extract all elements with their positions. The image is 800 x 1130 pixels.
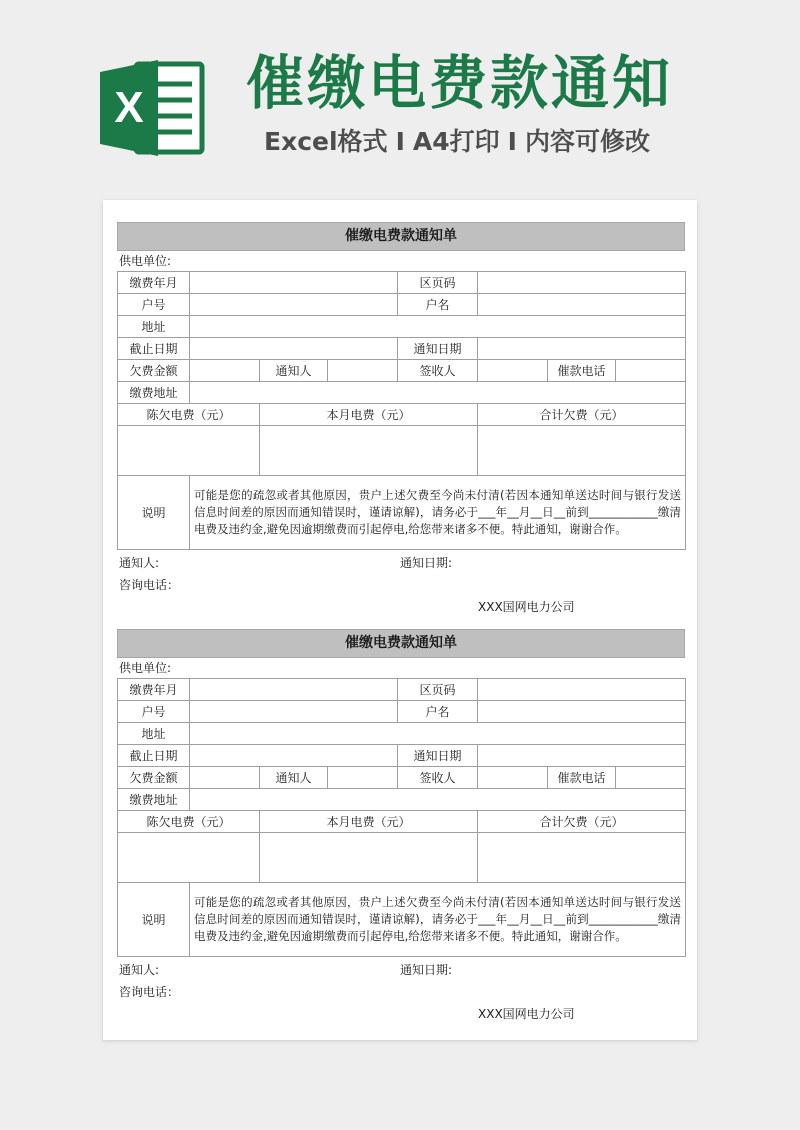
page-code-field[interactable]: [478, 272, 686, 294]
label-pay-address: 缴费地址: [118, 382, 190, 404]
subtitle-separator: I: [507, 127, 517, 156]
page-title: 催缴电费款通知: [246, 49, 674, 117]
label-account-no: 户号: [118, 294, 190, 316]
notice-table: [117, 678, 686, 957]
table-row: [118, 360, 686, 382]
label-month-fee: 本月电费（元）: [260, 404, 478, 426]
subtitle-editable: 内容可修改: [524, 127, 650, 156]
label-page-code: 区页码: [398, 679, 478, 701]
notice-date-field[interactable]: [478, 338, 686, 360]
subtitle-separator: I: [395, 127, 405, 156]
footer-notice-date: 通知日期:: [400, 556, 453, 570]
table-row: [118, 883, 686, 957]
subtitle-print: A4打印: [412, 127, 500, 156]
account-name-field[interactable]: [478, 294, 686, 316]
address-field[interactable]: [190, 723, 686, 745]
total-arrears-field[interactable]: [478, 426, 686, 476]
table-row: [118, 745, 686, 767]
notice-table: [117, 271, 686, 550]
month-fee-field[interactable]: [260, 426, 478, 476]
label-explain: 说明: [118, 883, 190, 957]
table-row: [118, 294, 686, 316]
arrears-amount-field[interactable]: [190, 360, 260, 382]
footer-notifier: 通知人:: [119, 556, 160, 570]
label-month-fee: 本月电费（元）: [260, 811, 478, 833]
supply-unit-label: 供电单位:: [119, 661, 172, 675]
signee-field[interactable]: [478, 360, 548, 382]
label-total-arrears: 合计欠费（元）: [478, 404, 686, 426]
footer-inquiry-phone: 咨询电话：: [119, 578, 180, 592]
table-row: [118, 338, 686, 360]
table-row: [118, 426, 686, 476]
label-deadline: 截止日期: [118, 338, 190, 360]
label-page-code: 区页码: [398, 272, 478, 294]
page-code-field[interactable]: [478, 679, 686, 701]
label-signee: 签收人: [398, 360, 478, 382]
table-row: [118, 811, 686, 833]
table-row: [118, 701, 686, 723]
page-subtitle: [264, 124, 650, 160]
deadline-field[interactable]: [190, 745, 398, 767]
label-total-arrears: 合计欠费（元）: [478, 811, 686, 833]
notice-form: [117, 222, 685, 620]
label-account-name: 户名: [398, 701, 478, 723]
account-name-field[interactable]: [478, 701, 686, 723]
document-paper: [103, 200, 697, 1040]
footer-notice-date: 通知日期:: [400, 963, 453, 977]
notice-footer: [117, 957, 685, 1027]
pay-address-field[interactable]: [190, 789, 686, 811]
footer-inquiry-phone: 咨询电话：: [119, 985, 180, 999]
header-banner: [0, 0, 800, 200]
explain-text: 可能是您的疏忽或者其他原因，贵户上述欠费至今尚未付清(若因本通知单送达时间与银行发送信息时间差的原因而通知错误时，谨请谅解)，请务必于___年__月__日__前到____________缴清电费及违约金,避免因逾期缴费而引起停电,给您带来诸多不便。特此通知，谢谢合作。: [190, 883, 686, 957]
notice-footer: [117, 550, 685, 620]
notice-date-field[interactable]: [478, 745, 686, 767]
label-arrears-amount: 欠费金额: [118, 767, 190, 789]
table-row: [118, 316, 686, 338]
notifier-field[interactable]: [328, 767, 398, 789]
svg-text:X: X: [114, 83, 144, 132]
old-arrears-field[interactable]: [118, 426, 260, 476]
label-collection-phone: 催款电话: [548, 360, 616, 382]
label-deadline: 截止日期: [118, 745, 190, 767]
notice-title: 催缴电费款通知单: [117, 222, 685, 251]
footer-company: XXX国网电力公司: [478, 1007, 575, 1021]
label-collection-phone: 催款电话: [548, 767, 616, 789]
label-old-arrears: 陈欠电费（元）: [118, 404, 260, 426]
old-arrears-field[interactable]: [118, 833, 260, 883]
table-row: [118, 833, 686, 883]
label-old-arrears: 陈欠电费（元）: [118, 811, 260, 833]
supply-unit-label: 供电单位:: [119, 254, 172, 268]
arrears-amount-field[interactable]: [190, 767, 260, 789]
label-notifier: 通知人: [260, 767, 328, 789]
label-account-no: 户号: [118, 701, 190, 723]
collection-phone-field[interactable]: [616, 360, 686, 382]
total-arrears-field[interactable]: [478, 833, 686, 883]
table-row: [118, 723, 686, 745]
label-explain: 说明: [118, 476, 190, 550]
notice-form: [117, 629, 685, 1027]
address-field[interactable]: [190, 316, 686, 338]
notifier-field[interactable]: [328, 360, 398, 382]
pay-month-field[interactable]: [190, 272, 398, 294]
explain-text: 可能是您的疏忽或者其他原因，贵户上述欠费至今尚未付清(若因本通知单送达时间与银行发送信息时间差的原因而通知错误时，谨请谅解)，请务必于___年__月__日__前到____________缴清电费及违约金,避免因逾期缴费而引起停电,给您带来诸多不便。特此通知，谢谢合作。: [190, 476, 686, 550]
account-no-field[interactable]: [190, 701, 398, 723]
month-fee-field[interactable]: [260, 833, 478, 883]
table-row: [118, 679, 686, 701]
label-pay-month: 缴费年月: [118, 272, 190, 294]
table-row: [118, 272, 686, 294]
table-row: [118, 789, 686, 811]
subtitle-format: Excel格式: [264, 127, 388, 156]
excel-logo-icon: [100, 58, 206, 158]
deadline-field[interactable]: [190, 338, 398, 360]
label-signee: 签收人: [398, 767, 478, 789]
label-address: 地址: [118, 316, 190, 338]
label-account-name: 户名: [398, 294, 478, 316]
label-pay-address: 缴费地址: [118, 789, 190, 811]
table-row: [118, 382, 686, 404]
table-row: [118, 404, 686, 426]
signee-field[interactable]: [478, 767, 548, 789]
footer-notifier: 通知人:: [119, 963, 160, 977]
label-arrears-amount: 欠费金额: [118, 360, 190, 382]
label-notifier: 通知人: [260, 360, 328, 382]
pay-month-field[interactable]: [190, 679, 398, 701]
label-pay-month: 缴费年月: [118, 679, 190, 701]
footer-company: XXX国网电力公司: [478, 600, 575, 614]
collection-phone-field[interactable]: [616, 767, 686, 789]
label-notice-date: 通知日期: [398, 745, 478, 767]
label-notice-date: 通知日期: [398, 338, 478, 360]
label-address: 地址: [118, 723, 190, 745]
pay-address-field[interactable]: [190, 382, 686, 404]
notice-title: 催缴电费款通知单: [117, 629, 685, 658]
table-row: [118, 767, 686, 789]
table-row: [118, 476, 686, 550]
account-no-field[interactable]: [190, 294, 398, 316]
